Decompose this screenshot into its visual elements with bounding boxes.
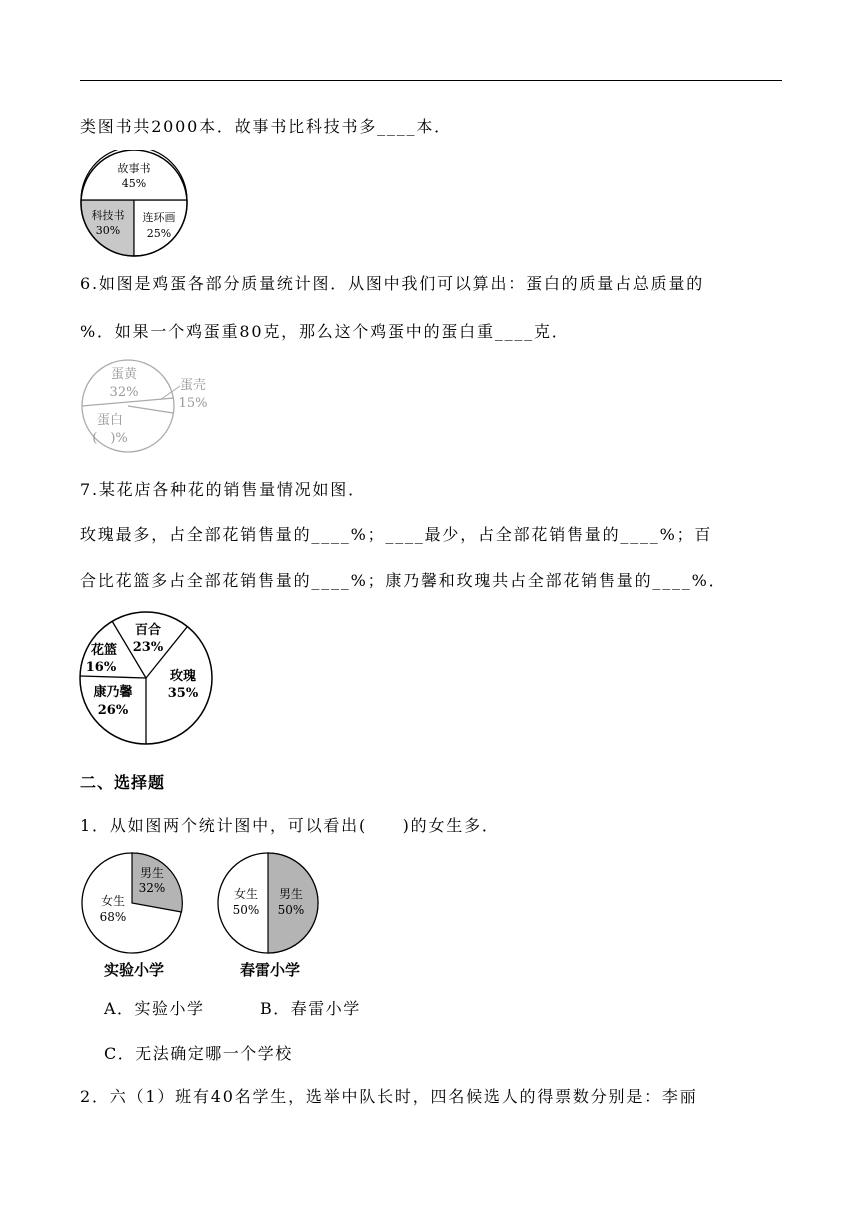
- value-comic: 25%: [146, 227, 172, 240]
- section-title-choice: 二、选择题: [80, 773, 166, 792]
- label-white: 蛋白: [96, 413, 124, 428]
- value-shell: 15%: [178, 396, 208, 411]
- label-comic: 连环画: [142, 211, 176, 224]
- egg-pie-chart: [80, 358, 220, 458]
- mc1-option-c[interactable]: C．无法确定哪一个学校: [104, 1044, 293, 1063]
- q5-tail-text: 类图书共2000本．故事书比科技书多____本．: [80, 117, 452, 136]
- label-girls-school2: 女生: [233, 887, 259, 901]
- books-pie-chart: [80, 150, 188, 260]
- value-lily: 23%: [132, 640, 164, 655]
- mc1-stem: 1．从如图两个统计图中，可以看出( )的女生多．: [80, 816, 500, 835]
- value-carnation: 26%: [97, 703, 129, 718]
- school2-name: 春雷小学: [239, 961, 301, 979]
- value-boys-school1: 32%: [138, 881, 166, 895]
- mc1-option-b[interactable]: B．春雷小学: [260, 999, 361, 1018]
- value-science: 30%: [95, 224, 121, 237]
- label-boys-school1: 男生: [139, 866, 165, 880]
- pie-slice-story: [81, 150, 187, 200]
- value-story: 45%: [121, 177, 147, 190]
- mc2-stem: 2．六（1）班有40名学生，选举中队长时，四名候选人的得票数分别是：李丽: [80, 1087, 698, 1106]
- q7-line3: 合比花篮多占全部花销售量的____%；康乃馨和玫瑰共占全部花销售量的____%．: [80, 571, 727, 590]
- label-science: 科技书: [91, 209, 125, 222]
- q6-line2: %．如果一个鸡蛋重80克，那么这个鸡蛋中的蛋白重____克．: [80, 322, 570, 341]
- value-girls-school2: 50%: [232, 903, 260, 917]
- mc1-option-a[interactable]: A．实验小学: [104, 999, 205, 1018]
- value-yolk: 32%: [109, 385, 139, 400]
- school1-name: 实验小学: [103, 961, 165, 979]
- q7-line2: 玫瑰最多，占全部花销售量的____%；____最少，占全部花销售量的____%；百: [80, 525, 713, 544]
- school2-pie-chart: [216, 852, 326, 980]
- label-boys-school2: 男生: [278, 887, 304, 901]
- label-story: 故事书: [117, 162, 151, 175]
- label-girls-school1: 女生: [100, 894, 126, 908]
- value-girls-school1: 68%: [99, 910, 127, 924]
- flower-pie-chart: [77, 610, 217, 746]
- value-white: ( )%: [92, 431, 128, 446]
- school1-pie-chart: [80, 852, 190, 980]
- q7-line1: 7.某花店各种花的销售量情况如图．: [80, 480, 366, 499]
- label-shell: 蛋壳: [179, 378, 207, 393]
- header-rule: [80, 80, 782, 81]
- label-yolk: 蛋黄: [110, 367, 138, 382]
- value-boys-school2: 50%: [277, 903, 305, 917]
- label-rose: 玫瑰: [169, 669, 197, 684]
- value-basket: 16%: [85, 660, 117, 675]
- q6-line1: 6.如图是鸡蛋各部分质量统计图．从图中我们可以算出：蛋白的质量占总质量的: [80, 274, 705, 293]
- value-rose: 35%: [167, 686, 199, 701]
- label-basket: 花篮: [90, 643, 118, 658]
- label-carnation: 康乃馨: [93, 685, 133, 700]
- label-lily: 百合: [134, 623, 162, 638]
